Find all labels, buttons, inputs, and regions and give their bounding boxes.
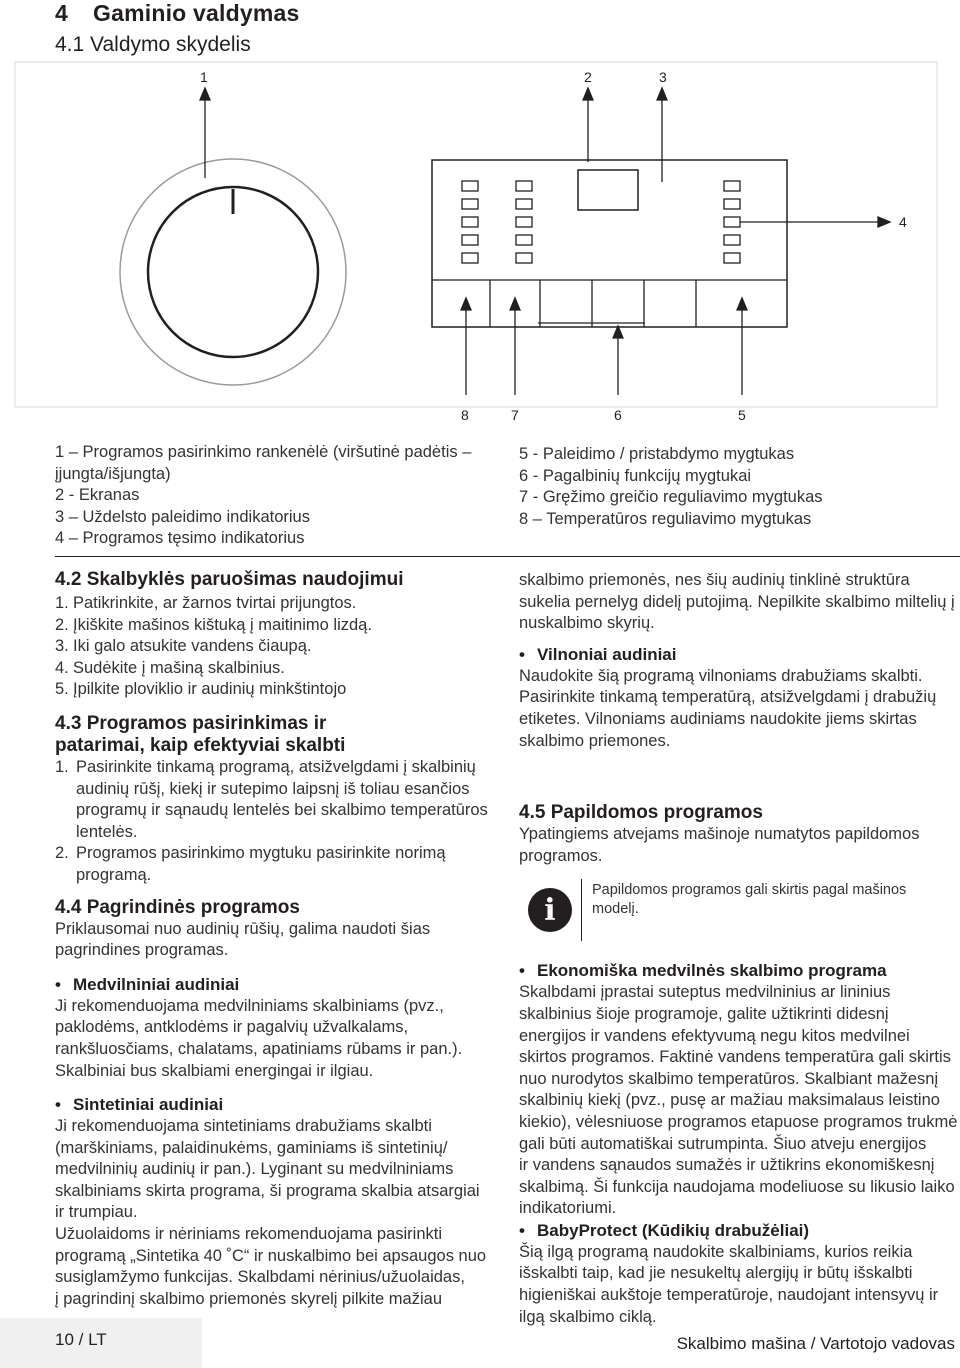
legend-item: 7 - Gręžimo greičio reguliavimo mygtukas [519,488,823,506]
list-item: 2. Programos pasirinkimo mygtuku pasirinkite norimą programą. [55,844,446,884]
list-item: 5. Įpilkite ploviklio ir audinių minkštintojo [55,680,347,699]
wool-title: • Vilnoniai audiniai [519,644,959,666]
section-title-4-5: 4.5 Papildomos programos [519,802,763,824]
callout-label: 3 [659,69,667,85]
section-title-4-4: 4.4 Pagrindinės programos [55,896,300,918]
list-item: 3. Iki galo atsukite vandens čiaupą. [55,637,312,656]
prep-steps [55,593,500,701]
section-title-4-3: 4.3 Programos pasirinkimas ir patarimai, kaip efektyviai skalbti [55,712,346,756]
left-column [55,569,500,1310]
control-panel-diagram [0,55,960,425]
footer-page-box [0,1318,202,1368]
program-knob [120,159,346,385]
synthetic-title: • Sintetiniai audiniai [55,1094,500,1116]
section-title-4-2: 4.2 Skalbyklės paruošimas naudojimui [55,569,404,590]
cotton-title: • Medvilniniai audiniai [55,974,500,996]
chapter-title: Gaminio valdymas [93,0,300,26]
wool-text: Naudokite šią programą vilnoniams drabužiams skalbti. Pasirinkite tinkamą temperatūrą, atsižvelgdami į drabužių etiketes. Vilnoniams audiniams naudokite jiems skirtas skalbimo priemones. [519,666,937,750]
babyprotect-text: Šią ilgą programą naudokite skalbiniams, kurios reikia išskalbti taip, kad jie nesukeltų alergijų ir būtų išskalbti higieniškai aukštoje temperatūroje, naudojant intensyvų ir ilgą skalbimo ciklą. [519,1242,939,1326]
list-item: 1. Pasirinkite tinkamą programą, atsižvelgdami į skalbinių audinių rūšį, kiekį ir sutepimo laipsnį iš toliau esančios programų ir sąnaudų lentelės bei skalbimo temperatūros lentelės. [55,757,488,841]
info-note [519,879,959,941]
main-programs-intro: Priklausomai nuo audinių rūšių, galima naudoti šias pagrindines programas. [55,919,431,960]
legend-item: 1 – Programos pasirinkimo rankenėlė (viršutinė padėtis – [55,443,472,461]
footer-title: Skalbimo mašina / Vartotojo vadovas [676,1334,955,1353]
page-number: 10 / LT [55,1330,107,1349]
cotton-text: Ji rekomenduojama medvilniniams skalbiniams (pvz., paklodėms, antklodėms ir pagalvių užvalkalams, rankšluosčiams, chalatams, apatiniams rūbams ir pan.). Skalbiniai bus skalbiami energingai ir ilgiau. [55,996,463,1080]
babyprotect-title: • BabyProtect (Kūdikių drabužėliai) [519,1220,959,1242]
section-title-4-1: 4.1 Valdymo skydelis [55,33,251,56]
selection-steps [55,757,500,887]
list-item: 2. Įkiškite mašinos kištuką į maitinimo lizdą. [55,615,372,634]
screen [578,170,638,210]
legend-item: 6 - Pagalbinių funkcijų mygtukai [519,466,752,485]
legend-item: 2 - Ekranas [55,486,140,504]
callout-label: 7 [511,407,519,423]
callout-label: 8 [461,407,469,423]
callout-label: 4 [899,214,907,230]
callout-label: 6 [614,407,622,423]
callout-label: 1 [200,69,208,85]
legend-right [519,444,823,530]
callout-label: 5 [738,407,746,423]
info-icon: i [528,888,572,932]
chapter-number: 4 [55,0,68,26]
divider [55,556,960,557]
chapter-heading [55,0,299,27]
eco-cotton-title: • Ekonomiška medvilnės skalbimo programa [519,960,959,982]
legend-item: 3 – Uždelsto paleidimo indikatorius [55,507,310,526]
eco-cotton-text: Skalbdami įprastai suteptus medvilninius ar lininius skalbinius šioje programoje, galite užtikrinti didesnį energijos ir vandens efektyvumą negu kitos medvilnei skirtos programos. Faktinė vandens temperatūra gali skirtis nuo nurodytos skalbimo temperatūros. Skalbiant mažesnį skalbinių kiekį (pvz., pusę ar mažiau maksimalaus leistino kiekio), vėlesniuose programos etapuose programos trukmė gali būti automatiškai sutrumpinta. Šiuo atveju energijos ir vandens sąnaudos sumažės ir užtikrins ekonomiškesnį skalbimą. Ši funkcija naudojama modeliuose su likusio laiko indikatoriumi. [519,983,958,1218]
legend-item: 5 - Paleidimo / pristabdymo mygtukas [519,445,795,463]
legend-item: 4 – Programos tęsimo indikatorius [55,529,305,547]
list-item: 1. Patikrinkite, ar žarnos tvirtai prijungtos. [55,594,357,612]
synthetic-text: Ji rekomenduojama sintetiniams drabužiams skalbti (marškiniams, palaidinukėms, gaminiams iš sintetinių/ medvilninių audinių ir pan.). Lyginant su medvilniniams skalbiniams skirta programa, ši programa skalbia atsargiai ir trumpiau. Užuolaidoms ir nėriniams rekomenduojama pasirinkti programą „Sintetika 40 ˚C“ ir nuskalbimo bei apsaugos nuo susiglamžymo funkcijas. Skalbdami nėrinius/užuolaidas, į pagrindinį skalbimo priemonės skyrelį pilkite mažiau [55,1117,487,1308]
legend-item: įjungta/išjungta) [55,464,171,483]
callout-label: 2 [584,69,592,85]
legend-item: 8 – Temperatūros reguliavimo mygtukas [519,509,812,528]
info-text: Papildomos programos gali skirtis pagal mašinos modelį. [581,879,906,941]
info-icon-wrap [519,879,581,941]
right-column [519,570,959,1328]
legend-left [55,442,471,550]
synthetic-continuation: skalbimo priemonės, nes šių audinių tinklinė struktūra sukelia pernelyg didelį putojimą. Nepilkite skalbimo miltelių į nuskalbimo skyrių. [519,571,955,633]
extra-programs-intro: Ypatingiems atvejams mašinoje numatytos papildomos programos. [519,825,920,865]
list-item: 4. Sudėkite į mašiną skalbinius. [55,658,285,677]
